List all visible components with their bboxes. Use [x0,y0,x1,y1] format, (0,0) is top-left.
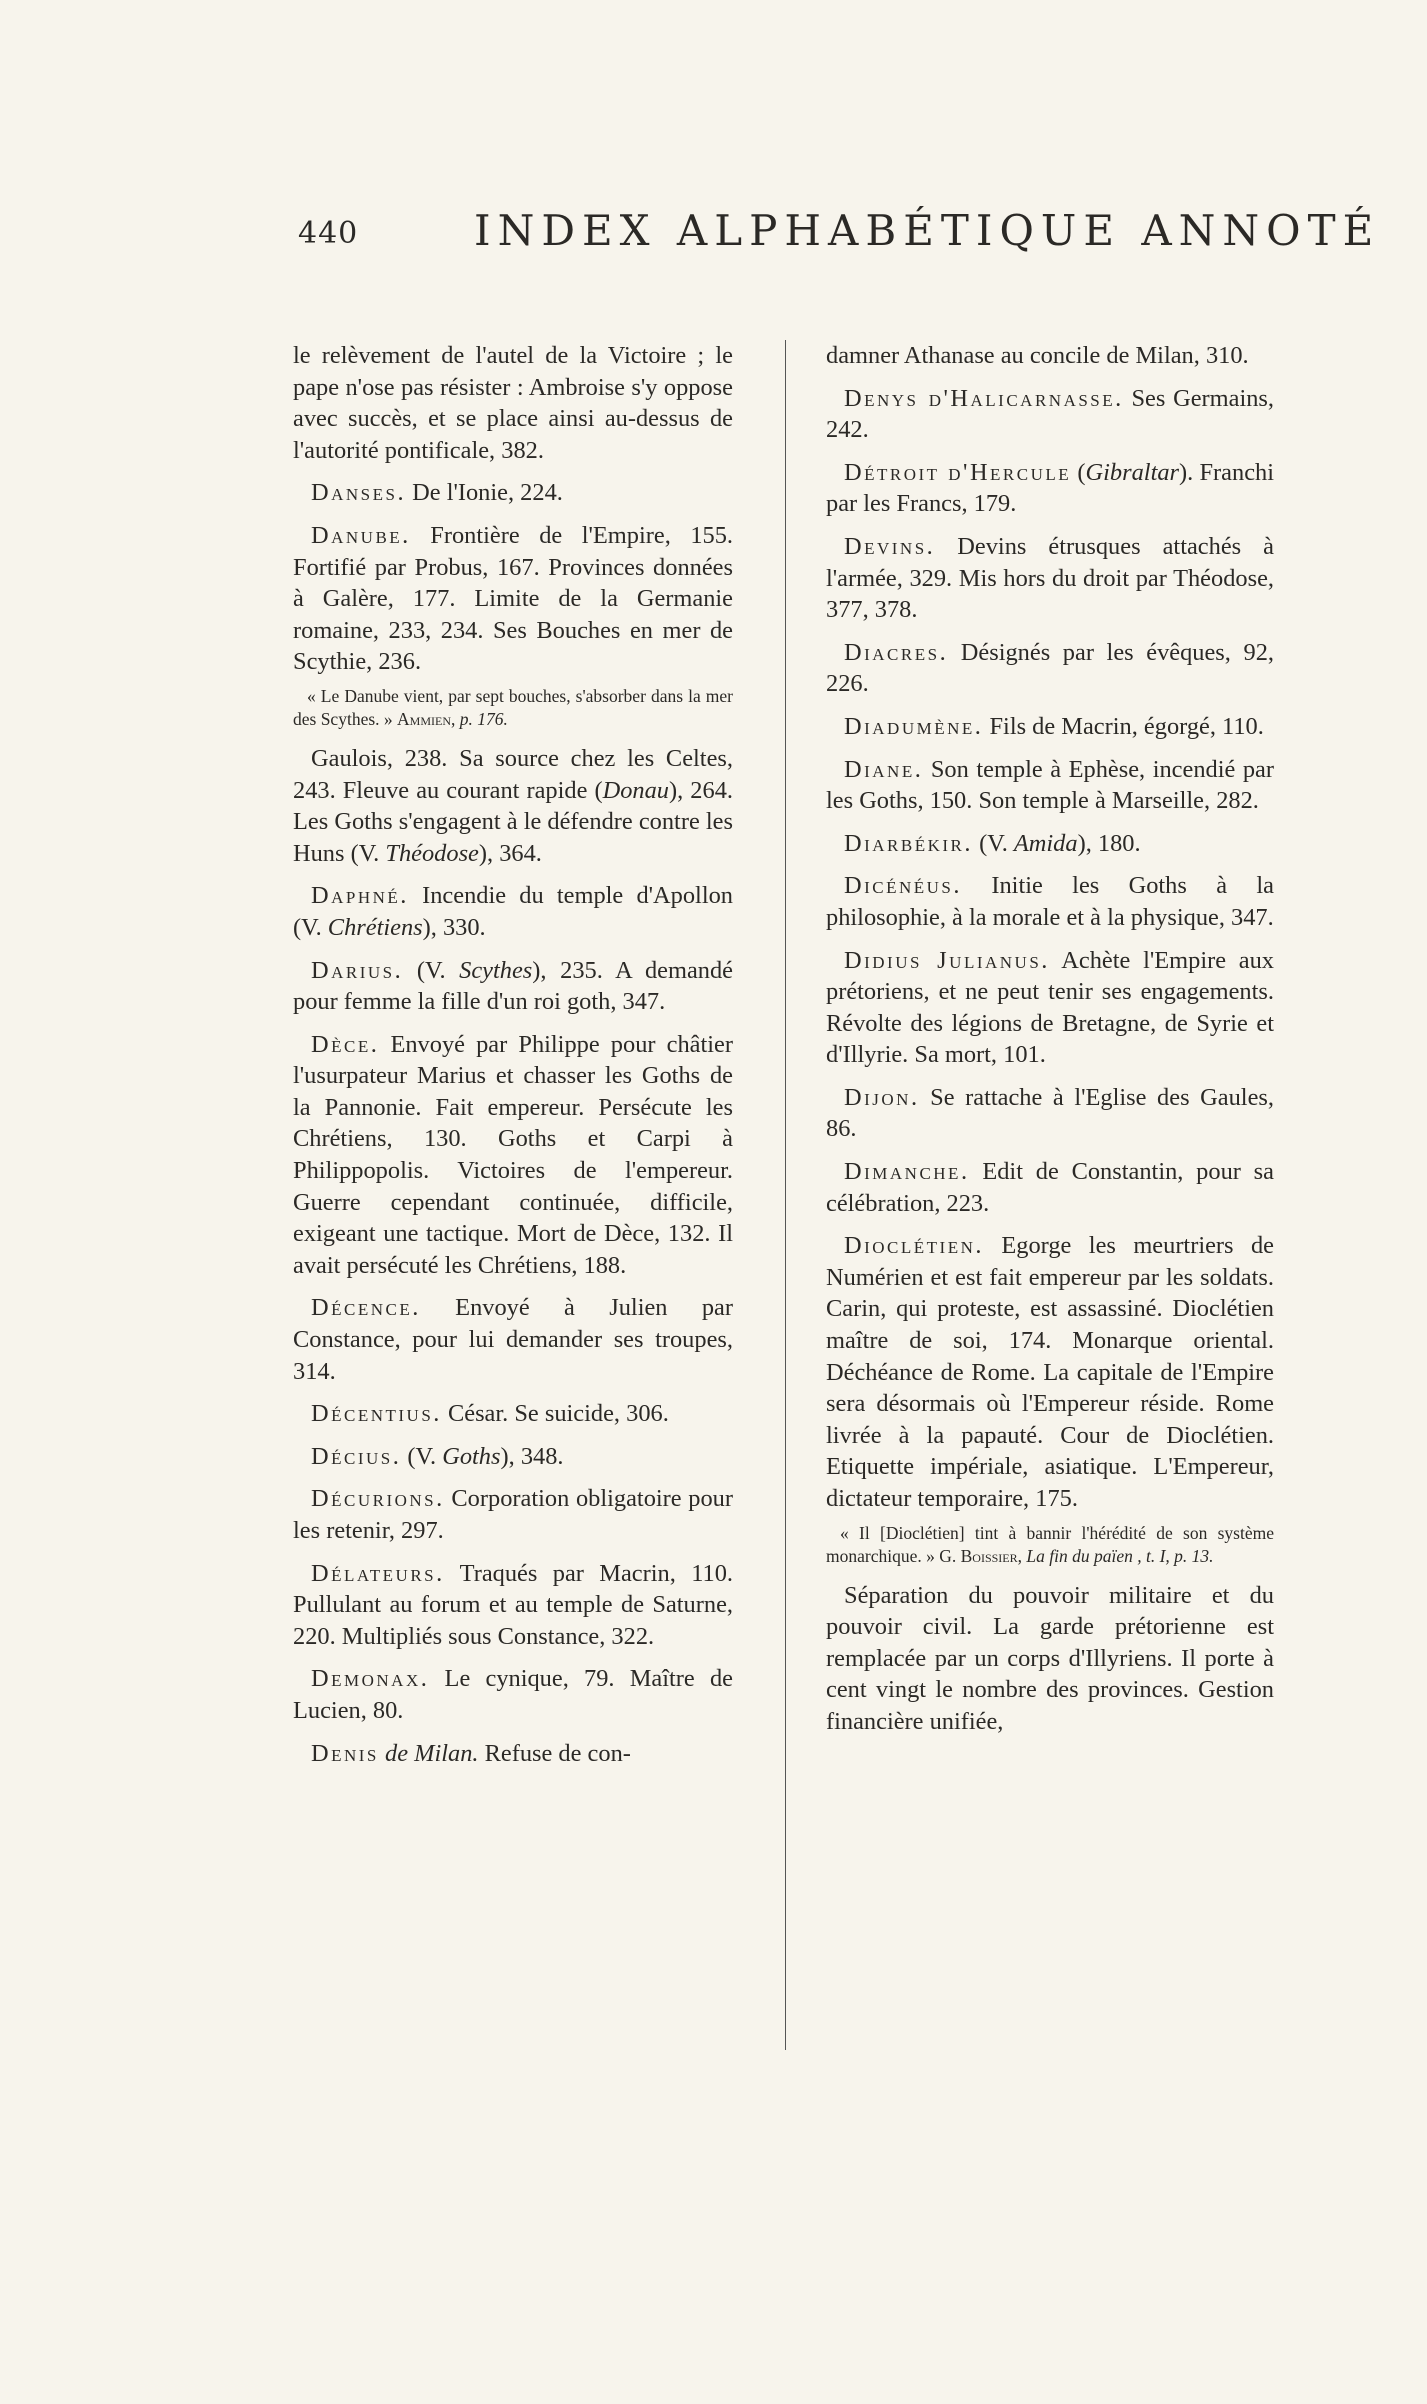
headword: Décentius. [311,1400,442,1428]
entry-text: Désignés par les évêques, 92, 226. [826,638,1274,698]
index-entry-diceneus [826,870,1274,933]
headword: Demonax. [311,1665,430,1693]
entry-text: Egorge les meurtriers de Numérien et est fait empereur par les soldats. Carin, qui proteste, est assassiné. Dioclétien maître de soi, 174. Monarque oriental. Déchéance de Rome. La capitale de l'Empire sera désormais où l'Empereur réside. Rome livrée à la papauté. Cour de Dioclétien. Etiquette impériale, asiatique. L'Empereur, dictateur temporaire, 175. [826,1232,1274,1512]
index-entry-decence [293,1292,733,1387]
quotation [293,685,733,731]
entry-italic: Goths [442,1442,501,1470]
index-entry-continuation [826,340,1274,372]
entry-italic: de Milan. [385,1739,479,1767]
entry-text: Ses Germains, 242. [826,384,1274,444]
headword: Denis [311,1739,379,1767]
index-entry-delateurs [293,1558,733,1653]
entry-italic: Gibraltar [1085,458,1180,486]
index-entry-denys [826,383,1274,446]
entry-text: damner Athanase au concile de Milan, 310. [826,342,1249,369]
index-entry-diocletien-cont [826,1580,1274,1738]
entry-text: (V. [973,829,1014,857]
headword: Diane. [844,755,924,783]
running-title: INDEX ALPHABÉTIQUE ANNOTÉ [474,206,1381,255]
entry-italic: Chrétiens [327,913,423,941]
entry-text: ), 264. Les Goths s'engagent à le défendre contre les Huns (V. [293,776,733,867]
entry-text: César. Se suicide, 306. [441,1400,669,1428]
entry-italic: Théodose [385,839,479,867]
entry-text: Fils de Macrin, égorgé, 110. [983,712,1264,740]
headword: Décence. [311,1294,421,1322]
entry-text: Incendie du temple d'Apollon (V. [293,882,733,941]
page-header [0,204,1427,274]
headword: Détroit d'Hercule [844,458,1072,486]
entry-text: Envoyé à Julien par Constance, pour lui demander ses troupes, 314. [293,1294,733,1385]
headword: Danube. [311,521,411,549]
page-number: 440 [298,216,359,251]
entry-text: (V. [403,956,460,984]
headword: Denys d'Halicarnasse. [844,384,1124,412]
headword: Diarbékir. [844,829,973,857]
index-entry-decurions [293,1483,733,1546]
entry-text: Gaulois, 238. Sa source chez les Celtes, 243. Fleuve au courant rapide ( [293,744,733,804]
headword: Dèce. [311,1030,380,1058]
entry-text: Initie les Goths à la philosophie, à la morale et à la physique, 347. [826,872,1274,931]
entry-text: Le cynique, 79. Maître de Lucien, 80. [293,1665,733,1724]
index-entry-darius [293,955,733,1018]
quote-reference: La fin du païen , t. I, p. 13. [1026,1545,1214,1566]
entry-text: Se rattache à l'Eglise des Gaules, 86. [826,1083,1274,1143]
headword: Dioclétien. [844,1232,984,1260]
index-entry-decentius [293,1398,733,1430]
entry-text: ), 348. [500,1442,564,1470]
entry-text: De l'Ionie, 224. [406,479,563,507]
index-entry-danube [293,520,733,678]
entry-italic: Donau [602,776,670,804]
headword: Didius Julianus. [844,946,1050,974]
index-entry-denis [293,1738,733,1770]
headword: Daphné. [311,882,409,910]
entry-text: ), 235. A demandé pour femme la fille d'un roi goth, 347. [293,956,733,1016]
headword: Danses. [311,479,407,507]
entry-text: Son temple à Ephèse, incendié par les Goths, 150. Son temple à Marseille, 282. [826,755,1274,815]
index-entry-dijon [826,1082,1274,1145]
entry-text: Achète l'Empire aux prétoriens, et ne peut tenir ses engagements. Révolte des légions de Bretagne, de Syrie et d'Illyrie. Sa mort, 101. [826,946,1274,1069]
index-entry-diacres [826,637,1274,700]
entry-italic: Scythes [459,956,533,984]
headword: Devins. [844,532,936,560]
entry-text: Corporation obligatoire pour les retenir, 297. [293,1485,733,1544]
index-entry-diarbekir [826,828,1274,860]
entry-text: Refuse de con- [478,1739,631,1767]
index-entry-diocletien [826,1230,1274,1514]
quote-text: « Le Danube vient, par sept bouches, s'absorber dans la mer des Scythes. » [293,685,733,729]
index-entry-dimanche [826,1156,1274,1219]
entry-text: le relèvement de l'autel de la Victoire ; le pape n'ose pas résister : Ambroise s'y oppose avec succès, et se place ainsi au-dessus de l'autorité pontificale, 382. [293,342,733,464]
entry-text: Séparation du pouvoir militaire et du pouvoir civil. La garde prétorienne est remplacée par un corps d'Illyriens. Il porte à cent vingt le nombre des provinces. Gestion financière unifiée, [826,1581,1274,1735]
left-column [293,340,733,1780]
index-entry-dece [293,1029,733,1282]
entry-text: (V. [401,1442,443,1470]
index-entry-demonax [293,1663,733,1726]
column-divider [785,340,786,2050]
entry-text: ). Franchi par les Francs, 179. [826,458,1274,518]
index-entry-danses [293,477,733,509]
entry-text: Edit de Constantin, pour sa célébration, 223. [826,1158,1274,1217]
headword: Diacres. [844,638,949,666]
index-entry-detroit [826,457,1274,520]
index-entry-continuation [293,340,733,466]
headword: Darius. [311,956,404,984]
headword: Décurions. [311,1485,445,1513]
index-entry-diadumene [826,711,1274,743]
entry-text: Envoyé par Philippe pour châtier l'usurpateur Marius et chasser les Goths de la Pannonie. Fait empereur. Persécute les Chrétiens, 130. Goths et Carpi à Philippopolis. Victoires de l'empereur. Guerre cependant continuée, difficile, exigeant une tactique. Mort de Dèce, 132. Il avait persécuté les Chrétiens, 188. [293,1030,733,1279]
headword: Dimanche. [844,1158,970,1186]
index-entry-didius-julianus [826,945,1274,1071]
headword: Décius. [311,1442,402,1470]
entry-text: ), 330. [422,913,486,941]
index-entry-daphne [293,880,733,943]
entry-text: Traqués par Macrin, 110. Pullulant au forum et au temple de Saturne, 220. Multipliés sous Constance, 322. [293,1559,733,1650]
index-entry-decius [293,1441,733,1473]
headword: Dicénéus. [844,872,962,900]
entry-italic: Amida [1013,829,1078,857]
headword: Délateurs. [311,1559,445,1587]
index-entry-devins [826,531,1274,626]
headword: Dijon. [844,1083,920,1111]
headword: Diadumène. [844,712,984,740]
index-entry-danube-cont [293,743,733,869]
entry-text: ), 180. [1077,829,1141,857]
entry-text: Devins étrusques attachés à l'armée, 329. Mis hors du droit par Théodose, 377, 378. [826,532,1274,624]
index-entry-diane [826,754,1274,817]
entry-text: ( [1071,458,1086,486]
quote-text: « Il [Dioclétien] tint à bannir l'hérédité de son système monarchique. » G. [826,1522,1274,1566]
quote-author: Boissier, [960,1545,1023,1566]
quote-reference: p. 176. [459,708,508,729]
entry-text: ), 364. [478,839,542,867]
quotation [826,1522,1274,1568]
entry-text: Frontière de l'Empire, 155. Fortifié par Probus, 167. Provinces données à Galère, 177. Limite de la Germanie romaine, 233, 234. Ses Bouches en mer de Scythie, 236. [293,521,733,676]
right-column [826,340,1274,1749]
quote-author: Ammien, [397,708,456,729]
